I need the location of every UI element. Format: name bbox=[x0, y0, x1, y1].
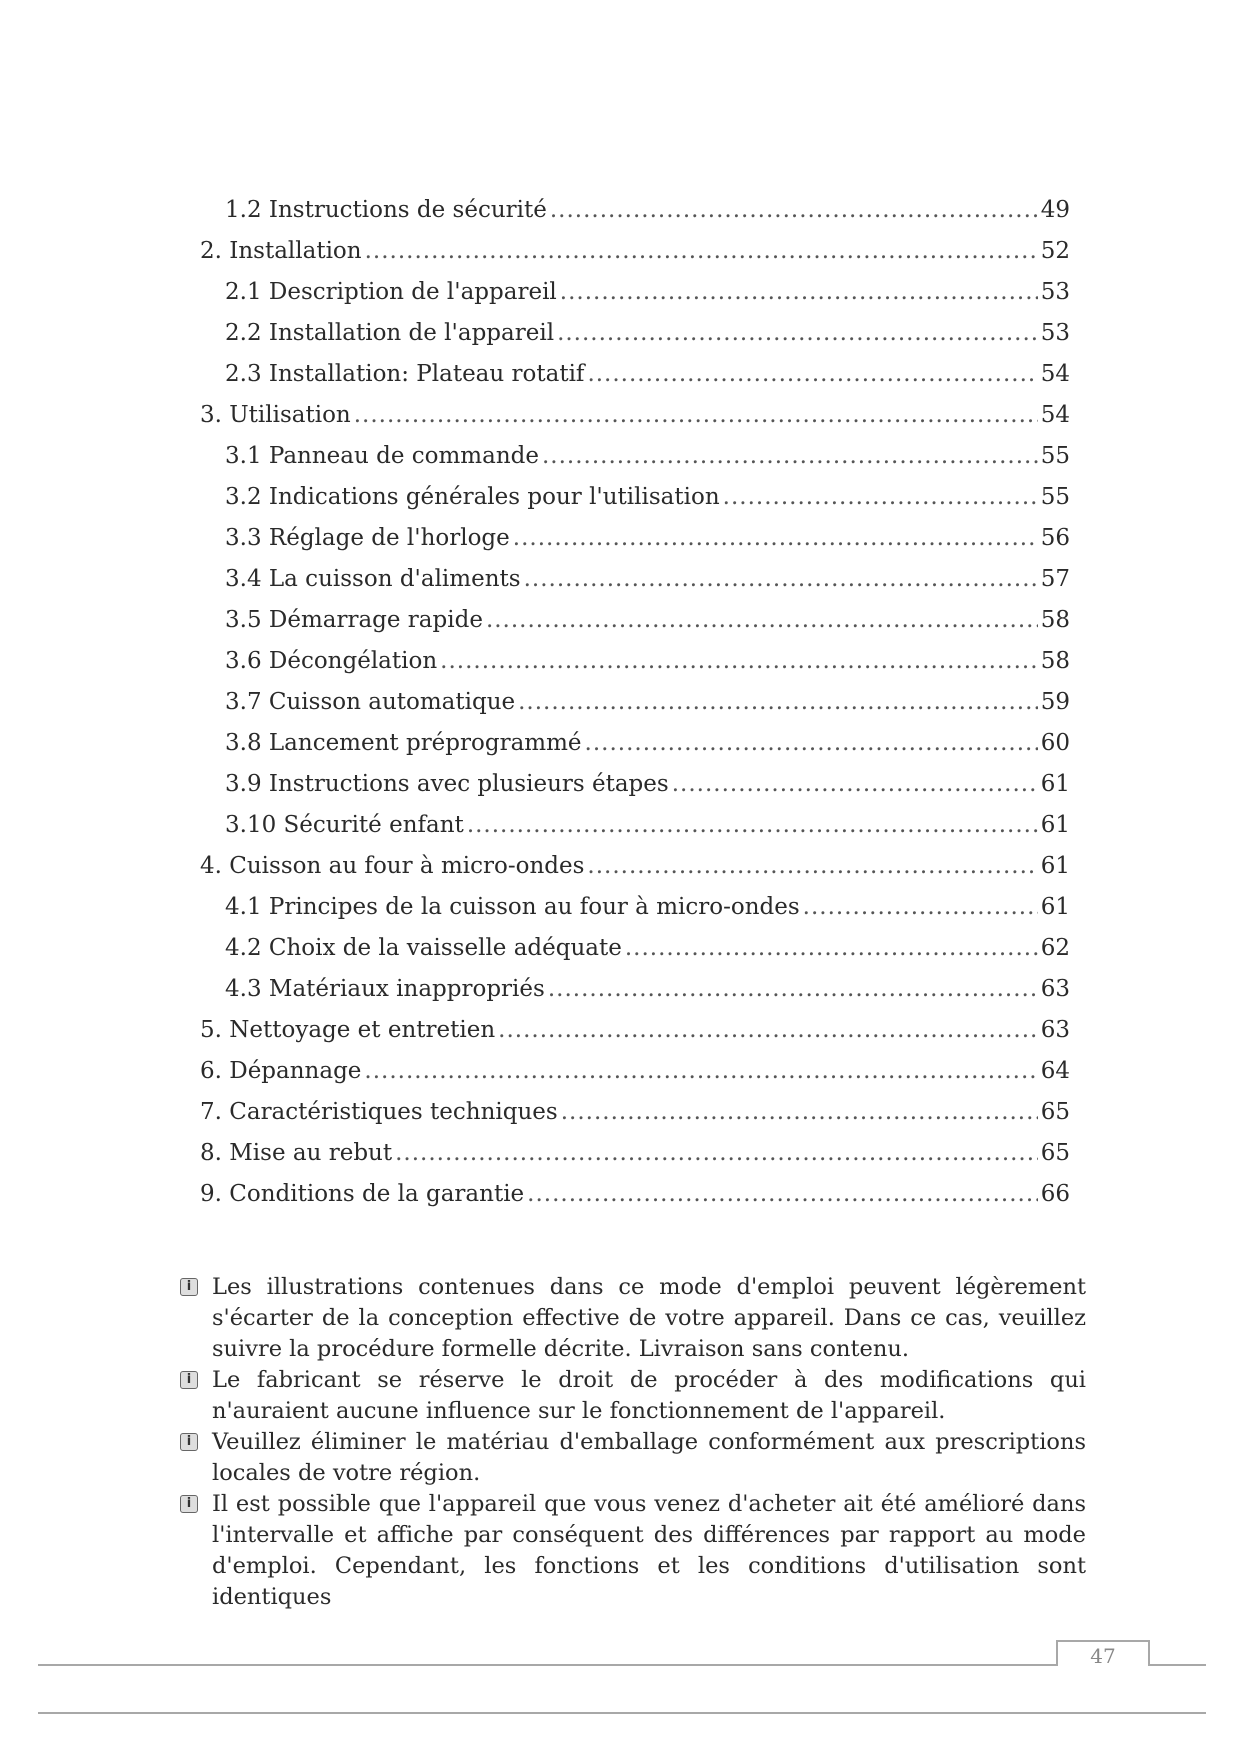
toc-entry bbox=[200, 887, 1070, 928]
toc-entry bbox=[200, 764, 1070, 805]
toc-dot-leader bbox=[548, 969, 1038, 1010]
toc-dot-leader bbox=[672, 764, 1038, 805]
toc-dot-leader bbox=[587, 354, 1037, 395]
info-icon: i bbox=[180, 1433, 198, 1451]
info-icon: i bbox=[180, 1495, 198, 1513]
toc-dot-leader bbox=[625, 928, 1038, 969]
toc-entry-label: 9. Conditions de la garantie bbox=[200, 1181, 525, 1207]
toc-entry bbox=[200, 1092, 1070, 1133]
toc-entry-page: 53 bbox=[1040, 320, 1070, 346]
toc-entry-label: 3.6 Décongélation bbox=[225, 648, 438, 674]
toc-entry-page: 58 bbox=[1040, 648, 1070, 674]
toc-entry-label: 4.1 Principes de la cuisson au four à micro-ondes bbox=[225, 894, 800, 920]
toc-entry bbox=[200, 928, 1070, 969]
toc-entry-page: 61 bbox=[1040, 853, 1070, 879]
footer-rule-bottom bbox=[38, 1712, 1206, 1714]
toc-entry bbox=[200, 395, 1070, 436]
info-note-text: Le fabricant se réserve le droit de procéder à des modifications qui n'auraient aucune influence sur le fonctionnement de l'appareil. bbox=[212, 1367, 1086, 1424]
toc-dot-leader bbox=[557, 313, 1038, 354]
toc-dot-leader bbox=[524, 559, 1038, 600]
toc-entry-label: 3.8 Lancement préprogrammé bbox=[225, 730, 582, 756]
toc-dot-leader bbox=[440, 641, 1038, 682]
toc-entry-label: 7. Caractéristiques techniques bbox=[200, 1099, 558, 1125]
toc-entry bbox=[200, 559, 1070, 600]
toc-entry-page: 59 bbox=[1040, 689, 1070, 715]
toc-dot-leader bbox=[560, 272, 1038, 313]
toc-dot-leader bbox=[542, 436, 1038, 477]
toc-entry-label: 3.1 Panneau de commande bbox=[225, 443, 539, 469]
info-note-text: Il est possible que l'appareil que vous venez d'acheter ait été amélioré dans l'intervalle et affiche par conséquent des différences par rapport au mode d'emploi. Cependant, les fonctions et les conditions d'utilisation sont identiques bbox=[212, 1491, 1086, 1610]
toc-entry-page: 54 bbox=[1040, 361, 1070, 387]
toc-entry-label: 2.3 Installation: Plateau rotatif bbox=[225, 361, 585, 387]
toc-entry bbox=[200, 1010, 1070, 1051]
toc-entry bbox=[200, 846, 1070, 887]
toc-entry bbox=[200, 518, 1070, 559]
toc-entry bbox=[200, 272, 1070, 313]
toc-entry-label: 3.3 Réglage de l'horloge bbox=[225, 525, 510, 551]
toc-dot-leader bbox=[395, 1133, 1038, 1174]
toc-entry-page: 63 bbox=[1040, 976, 1070, 1002]
toc-entry bbox=[200, 190, 1070, 231]
info-note bbox=[176, 1365, 1086, 1427]
toc-dot-leader bbox=[585, 723, 1038, 764]
toc-entry-label: 4.2 Choix de la vaisselle adéquate bbox=[225, 935, 622, 961]
toc-entry-page: 63 bbox=[1040, 1017, 1070, 1043]
toc-entry-label: 4. Cuisson au four à micro-ondes bbox=[200, 853, 585, 879]
toc-entry-label: 4.3 Matériaux inappropriés bbox=[225, 976, 545, 1002]
toc-entry-label: 6. Dépannage bbox=[200, 1058, 362, 1084]
toc-entry-page: 61 bbox=[1040, 771, 1070, 797]
toc-entry-page: 66 bbox=[1040, 1181, 1070, 1207]
toc-dot-leader bbox=[486, 600, 1038, 641]
toc-entry bbox=[200, 231, 1070, 272]
toc-entry-label: 3.10 Sécurité enfant bbox=[225, 812, 464, 838]
info-note-text: Les illustrations contenues dans ce mode d'emploi peuvent légèrement s'écarter de la conception effective de votre appareil. Dans ce cas, veuillez suivre la procédure formelle décrite. Livraison sans contenu. bbox=[212, 1274, 1086, 1362]
toc-entry-label: 5. Nettoyage et entretien bbox=[200, 1017, 496, 1043]
toc-entry-page: 60 bbox=[1040, 730, 1070, 756]
toc-entry-label: 1.2 Instructions de sécurité bbox=[225, 197, 547, 223]
toc-entry-page: 61 bbox=[1040, 812, 1070, 838]
notes-section bbox=[176, 1272, 1086, 1613]
toc-dot-leader bbox=[561, 1092, 1038, 1133]
toc-entry bbox=[200, 682, 1070, 723]
toc-entry-page: 55 bbox=[1040, 484, 1070, 510]
footer-rule-top bbox=[38, 1664, 1206, 1666]
toc-entry bbox=[200, 969, 1070, 1010]
toc-entry-page: 62 bbox=[1040, 935, 1070, 961]
info-icon: i bbox=[180, 1278, 198, 1296]
toc-entry-label: 3.4 La cuisson d'aliments bbox=[225, 566, 521, 592]
toc-dot-leader bbox=[723, 477, 1038, 518]
toc-dot-leader bbox=[550, 190, 1038, 231]
info-note-text: Veuillez éliminer le matériau d'emballage conformément aux prescriptions locales de votre région. bbox=[212, 1429, 1086, 1486]
toc-dot-leader bbox=[513, 518, 1038, 559]
toc-dot-leader bbox=[365, 231, 1038, 272]
toc-entry bbox=[200, 354, 1070, 395]
toc-entry bbox=[200, 805, 1070, 846]
toc-entry-label: 2.1 Description de l'appareil bbox=[225, 279, 557, 305]
toc-entry-page: 53 bbox=[1040, 279, 1070, 305]
page-number: 47 bbox=[1090, 1644, 1116, 1668]
toc-dot-leader bbox=[354, 395, 1038, 436]
toc-entry bbox=[200, 477, 1070, 518]
toc-entry-label: 3.9 Instructions avec plusieurs étapes bbox=[225, 771, 669, 797]
toc-entry bbox=[200, 641, 1070, 682]
toc-entry-page: 56 bbox=[1040, 525, 1070, 551]
toc-entry-page: 65 bbox=[1040, 1099, 1070, 1125]
toc-entry-page: 64 bbox=[1040, 1058, 1070, 1084]
toc-entry bbox=[200, 436, 1070, 477]
toc-entry-page: 57 bbox=[1040, 566, 1070, 592]
toc-entry-label: 3.5 Démarrage rapide bbox=[225, 607, 483, 633]
toc-entry-label: 2. Installation bbox=[200, 238, 362, 264]
table-of-contents bbox=[200, 190, 1070, 1215]
toc-entry-page: 49 bbox=[1040, 197, 1070, 223]
toc-dot-leader bbox=[518, 682, 1038, 723]
info-note bbox=[176, 1272, 1086, 1365]
toc-entry bbox=[200, 313, 1070, 354]
toc-dot-leader bbox=[498, 1010, 1038, 1051]
toc-entry-page: 54 bbox=[1040, 402, 1070, 428]
toc-entry-page: 55 bbox=[1040, 443, 1070, 469]
toc-dot-leader bbox=[527, 1174, 1038, 1215]
toc-entry bbox=[200, 1174, 1070, 1215]
toc-dot-leader bbox=[587, 846, 1037, 887]
info-icon: i bbox=[180, 1371, 198, 1389]
toc-dot-leader bbox=[364, 1051, 1037, 1092]
toc-entry bbox=[200, 1133, 1070, 1174]
toc-entry-page: 52 bbox=[1040, 238, 1070, 264]
info-note bbox=[176, 1489, 1086, 1613]
info-note bbox=[176, 1427, 1086, 1489]
toc-entry-page: 58 bbox=[1040, 607, 1070, 633]
toc-dot-leader bbox=[467, 805, 1038, 846]
toc-entry bbox=[200, 600, 1070, 641]
toc-entry-label: 8. Mise au rebut bbox=[200, 1140, 393, 1166]
toc-entry bbox=[200, 723, 1070, 764]
toc-entry-label: 3.2 Indications générales pour l'utilisation bbox=[225, 484, 720, 510]
toc-entry-page: 61 bbox=[1040, 894, 1070, 920]
toc-entry-label: 3. Utilisation bbox=[200, 402, 351, 428]
toc-entry bbox=[200, 1051, 1070, 1092]
toc-dot-leader bbox=[803, 887, 1038, 928]
toc-entry-page: 65 bbox=[1040, 1140, 1070, 1166]
toc-entry-label: 2.2 Installation de l'appareil bbox=[225, 320, 555, 346]
toc-entry-label: 3.7 Cuisson automatique bbox=[225, 689, 516, 715]
